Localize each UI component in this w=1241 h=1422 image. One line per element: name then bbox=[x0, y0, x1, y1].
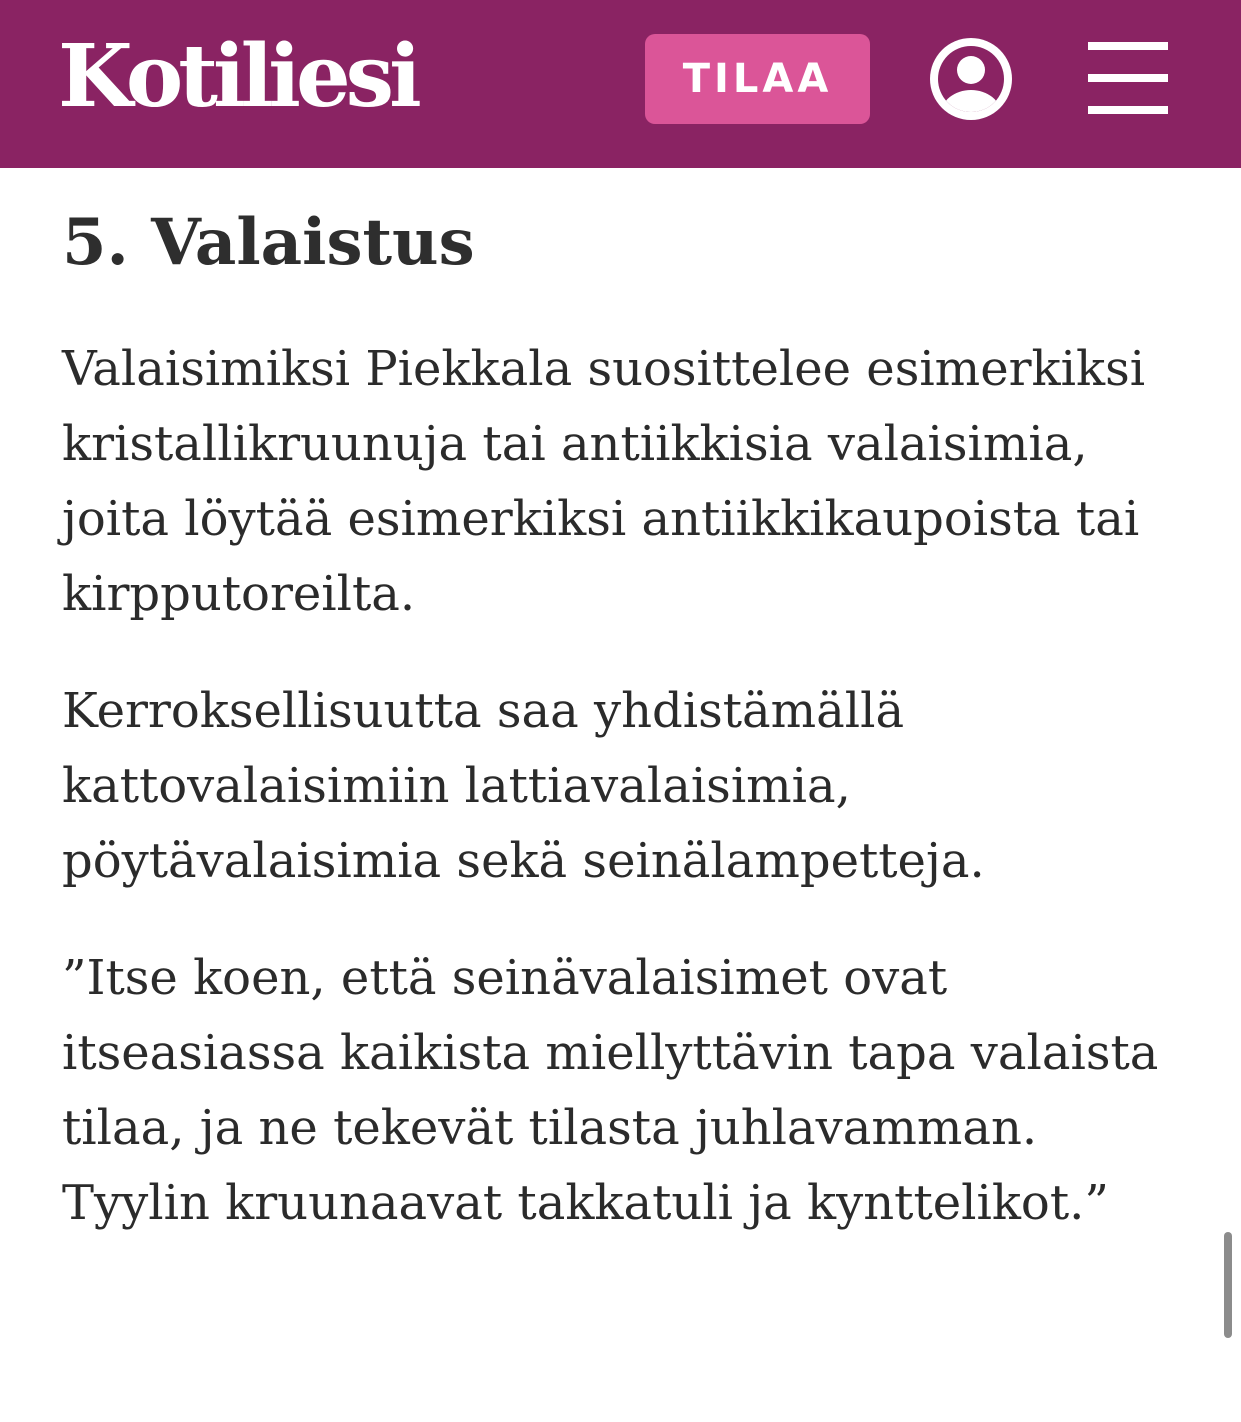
article-paragraph: Kerroksellisuutta saa yhdistämällä kattovalaisimiin lattiavalaisimia, pöytävalaisimia sekä seinälampetteja. bbox=[62, 683, 985, 889]
page-scrollbar[interactable] bbox=[1224, 1232, 1232, 1338]
section-heading: 5. Valaistus bbox=[62, 205, 475, 280]
user-account-icon[interactable] bbox=[930, 38, 1012, 120]
article-body bbox=[62, 200, 1172, 1241]
subscribe-button[interactable]: TILAA bbox=[645, 34, 870, 124]
site-header bbox=[0, 0, 1241, 168]
site-logo[interactable]: Kotiliesi bbox=[58, 26, 417, 127]
article-paragraph: Valaisimiksi Piekkala suosittelee esimerkiksi kristallikruunuja tai antiikkisia valaisimia, joita löytää esimerkiksi antiikkikaupoista tai kirpputoreilta. bbox=[62, 341, 1146, 622]
article-quote-paragraph: ”Itse koen, että seinävalaisimet ovat itseasiassa kaikista miellyttävin tapa valaista tilaa, ja ne tekevät tilasta juhlavamman. Tyylin kruunaavat takkatuli ja kynttelikot.” bbox=[62, 950, 1159, 1231]
hamburger-menu-icon[interactable] bbox=[1088, 40, 1168, 116]
